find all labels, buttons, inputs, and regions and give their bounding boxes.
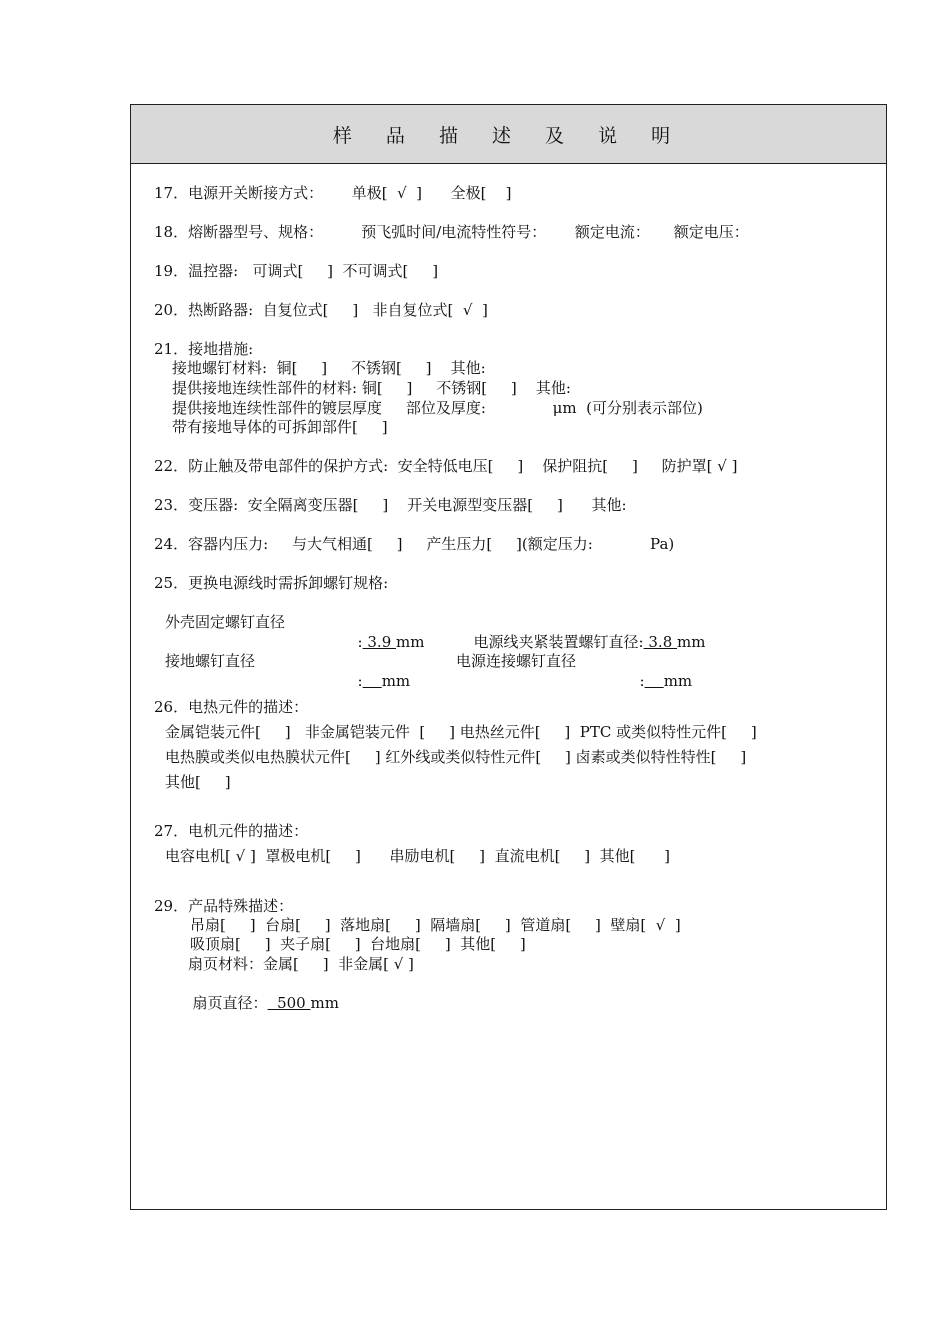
item-29-line3: 扇页材料：金属[ ] 非金属[ √ ]	[188, 955, 414, 973]
screw-clamp-value: 3.8	[643, 633, 678, 651]
screw-housing-value: 3.9	[362, 633, 397, 651]
screw-power-value	[645, 672, 664, 690]
item-26-line1: 金属铠装元件[ ] 非金属铠装元件 [ ] 电热丝元件[ ] PTC 或类似特性元件[ ]	[165, 723, 757, 741]
item-26-line3: 其他[ ]	[165, 773, 231, 791]
item-22: 22．防止触及带电部件的保护方式: 安全特低电压[ ] 保护阻抗[ ] 防护罩[ √ ]	[154, 457, 738, 475]
screw-earth-colon: :	[357, 672, 363, 690]
item-29: 29．产品特殊描述：	[154, 897, 294, 915]
screw-earth-label: 接地螺钉直径	[165, 652, 256, 670]
item-25: 25．更换电源线时需拆卸螺钉规格:	[154, 574, 389, 592]
screw-housing-colon: :	[357, 633, 363, 651]
item-17: 17．电源开关断接方式： 单极[ √ ] 全极[ ]	[154, 184, 512, 202]
screw-housing-value-group	[348, 612, 424, 652]
item-24: 24．容器内压力: 与大气相通[ ] 产生压力[ ](额定压力: Pa)	[154, 535, 675, 553]
screw-housing-label: 外壳固定螺钉直径	[165, 613, 286, 631]
item-26-line2: 电热膜或类似电热膜状元件[ ] 红外线或类似特性元件[ ] 卤素或类似特性特性[ ]	[165, 748, 747, 766]
item-21-line1: 接地螺钉材料: 铜[ ] 不锈钢[ ] 其他:	[172, 359, 486, 377]
screw-power-label: 电源连接螺钉直径	[456, 652, 577, 670]
item-26: 26．电热元件的描述：	[154, 698, 309, 716]
item-21-line2: 提供接地连续性部件的材料: 铜[ ] 不锈钢[ ] 其他:	[172, 379, 571, 397]
item-21-line3: 提供接地连续性部件的镀层厚度 部位及厚度: μm (可分别表示部位)	[172, 399, 703, 417]
screw-earth-value-group	[348, 651, 410, 691]
fan-blade-diameter-label: 扇页直径：	[192, 994, 268, 1012]
item-29-line2: 吸顶扇[ ] 夹子扇[ ] 台地扇[ ] 其他[ ]	[190, 935, 526, 953]
item-27-line1: 电容电机[ √ ] 罩极电机[ ] 串励电机[ ] 直流电机[ ] 其他[ ]	[165, 847, 670, 865]
item-19: 19．温控器: 可调式[ ] 不可调式[ ]	[154, 262, 439, 280]
form-title: 样 品 描 述 及 说 明	[131, 105, 886, 164]
screw-clamp-group	[464, 612, 705, 652]
screw-power-unit: mm	[663, 672, 693, 690]
screw-power-colon: :	[639, 672, 645, 690]
item-27: 27．电机元件的描述：	[154, 822, 309, 840]
fan-blade-diameter-group	[183, 973, 339, 1013]
fan-blade-diameter-unit: mm	[310, 994, 339, 1012]
screw-clamp-unit: mm	[677, 633, 706, 651]
item-20: 20．热断路器: 自复位式[ ] 非自复位式[ √ ]	[154, 301, 488, 319]
item-23: 23．变压器: 安全隔离变压器[ ] 开关电源型变压器[ ] 其他:	[154, 496, 627, 514]
item-21-line4: 带有接地导体的可拆卸部件[ ]	[172, 418, 388, 436]
item-29-line1: 吊扇[ ] 台扇[ ] 落地扇[ ] 隔墙扇[ ] 管道扇[ ] 壁扇[ √ ]	[190, 916, 681, 934]
screw-power-value-group	[630, 651, 692, 691]
screw-clamp-label: 电源线夹紧装置螺钉直径:	[473, 633, 644, 651]
screw-earth-value	[363, 672, 382, 690]
screw-housing-unit: mm	[396, 633, 425, 651]
fan-blade-diameter-value: 500	[267, 994, 311, 1012]
screw-earth-unit: mm	[381, 672, 411, 690]
item-18: 18．熔断器型号、规格： 预飞弧时间/电流特性符号： 额定电流： 额定电压：	[154, 223, 749, 241]
item-21: 21．接地措施:	[154, 340, 254, 358]
